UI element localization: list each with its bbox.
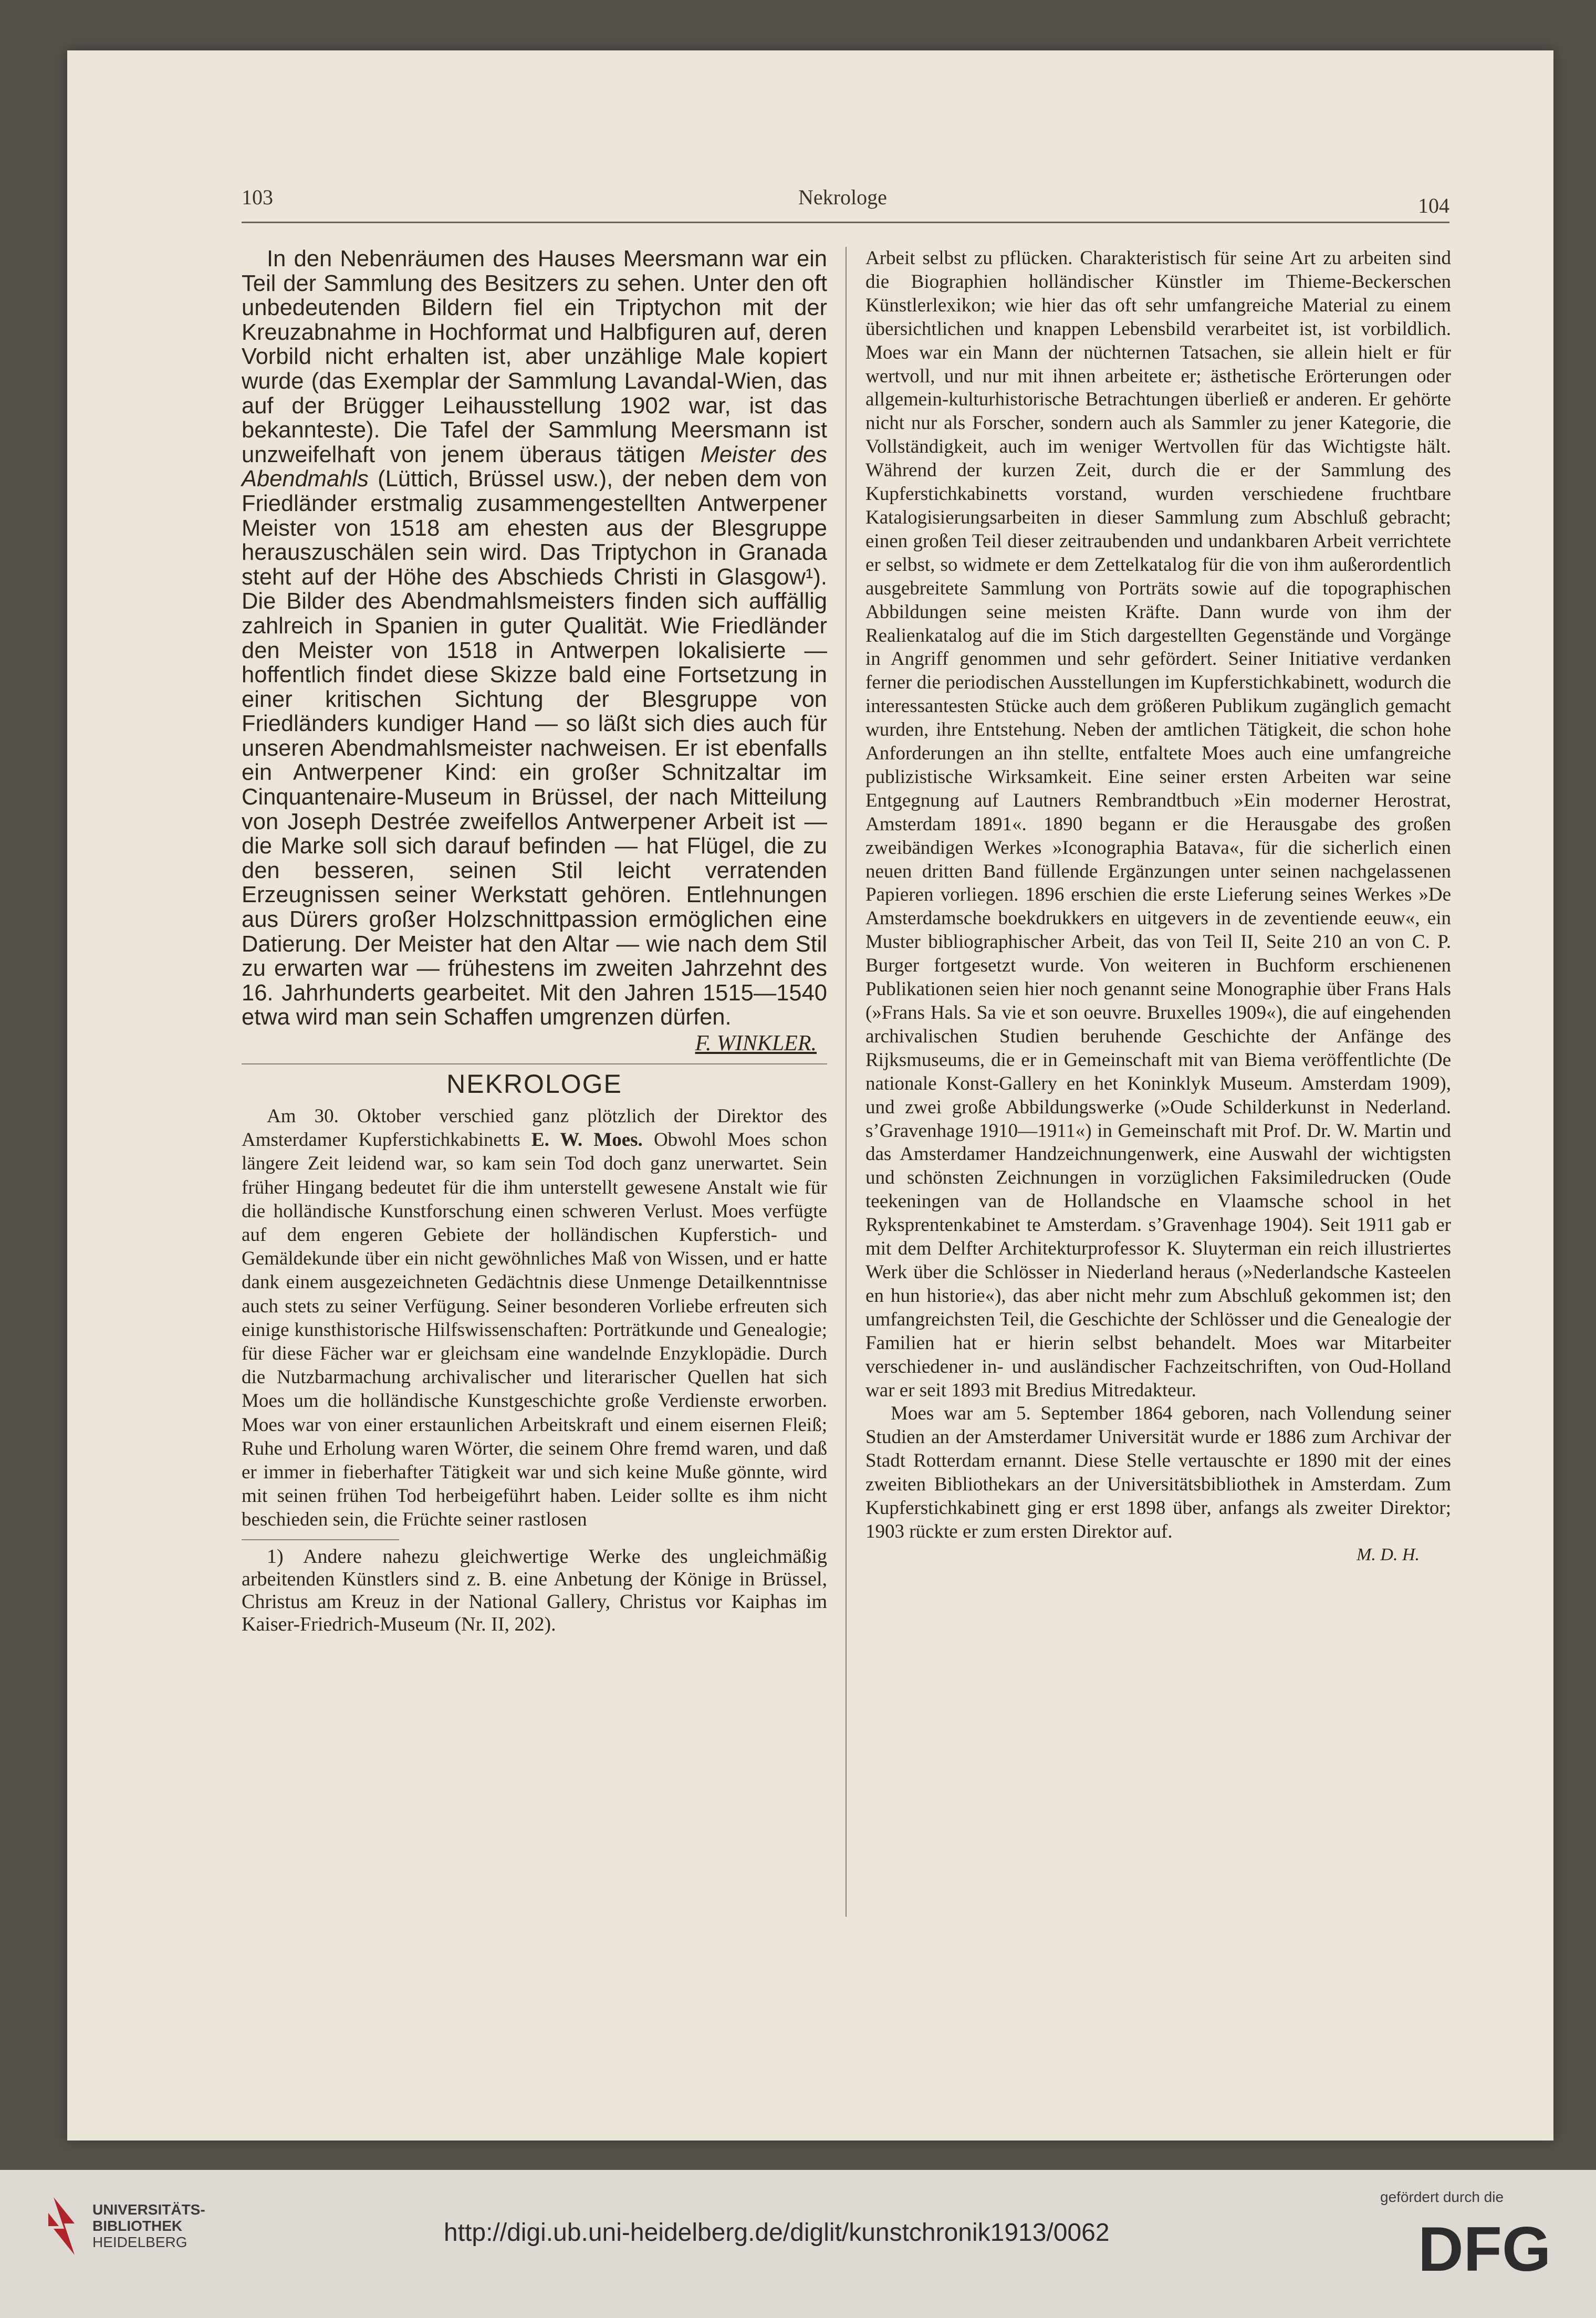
- paragraph-text: Obwohl Moes schon längere Zeit leidend war, so kam sein Tod doch ganz unerwartet. Sein früher Hingang bedeutet für die ihm unterstellt gewesene Anstalt wie für die holländische Kunstforschung einen schweren Verlust. Moes verfügte auf dem engeren Gebiete der holländischen Kupferstich- und Gemäldekunde über ein nicht gewöhnliches Maß von Wissen, und er hatte dank einem ausgezeichneten Gedächtnis diese Unmenge Detailkenntnisse auch stets zu seiner Verfügung. Seiner besonderen Vorliebe erfreuten sich einige kunsthistorische Hilfswissenschaften: Porträtkunde und Genealogie; für diese Fächer war er gleichsam eine wandelnde Enzyklopädie. Durch die Nutzbarmachung archivalischer und literarischer Quellen hat sich Moes um die holländische Kunstgeschichte große Verdienste erworben. Moes war von einer erstaunlichen Arbeitskraft und einem eisernen Fleiß; Ruhe und Erholung waren Wörter, die seinem Ohre fremd waren, und daß er immer in fieberhafter Tätigkeit war und sich keine Muße gönnte, wird mit seinen frühen Tod herbeigeführt haben. Leider sollte es ihm nicht beschieden sein, die Früchte seiner rastlosen: [242, 1129, 828, 1531]
- paragraph-text: Am 30. Oktober verschied ganz plötzlich der Direktor des Amsterdamer Kupferstichkabinetts: [242, 1105, 827, 1151]
- obituary-paragraph-biography: Moes war am 5. September 1864 geboren, nach Vollendung seiner Studien an der Amsterdamer Universität wurde er 1886 zum Archivar der Stadt Rotterdam ernannt. Diese Stelle vertauschte er 1890 mit der eines zweiten Bibliothekars an der Universitätsbibliothek in Amsterdam. Zum Kupferstichkabinett ging er erst 1898 über, anfangs als zweiter Direktor; 1903 rückte er zum ersten Direktor auf.: [865, 1403, 1451, 1542]
- section-separator: [242, 1063, 827, 1064]
- article-paragraph: [242, 247, 827, 1030]
- library-name: [92, 2201, 205, 2250]
- paragraph-text: In den Nebenräumen des Hauses Meersmann war ein Teil der Sammlung des Besitzers zu sehen. Unter den oft unbedeutenden Bildern fiel ein Triptychon mit der Kreuzabnahme in Hochformat und Halbfiguren auf, deren Vorbild nicht erhalten ist, aber unzählige Male kopiert wurde (das Exemplar der Sammlung Lavandal-Wien, das auf der Brügger Leihausstellung 1902 war, ist das bekannteste). Die Tafel der Sammlung Meersmann ist unzweifelhaft von jenem überaus tätigen: [242, 246, 827, 467]
- source-url-link[interactable]: http://digi.ub.uni-heidelberg.de/diglit/kunstchronik1913/0062: [444, 2219, 1110, 2247]
- footnote-separator: [242, 1539, 399, 1540]
- funding-note: gefördert durch die: [1380, 2189, 1504, 2205]
- column-divider: [846, 247, 847, 1917]
- digitization-footer: [0, 2170, 1596, 2318]
- header-rule: [242, 222, 1449, 223]
- left-column: [242, 247, 827, 1636]
- library-name-line: BIBLIOTHEK: [92, 2218, 183, 2234]
- author-signature: F. WINKLER.: [695, 1031, 817, 1056]
- italic-term: Meister des Abendmahls: [242, 442, 827, 492]
- right-column: [865, 247, 1451, 1565]
- library-name-line: UNIVERSITÄTS-: [92, 2201, 205, 2218]
- university-library-logo-icon: [48, 2197, 80, 2255]
- running-title: Nekrologe: [798, 185, 887, 209]
- obituary-paragraph: [242, 1104, 827, 1532]
- library-name-line: HEIDELBERG: [92, 2234, 187, 2250]
- page-number-left: 103: [242, 185, 273, 209]
- obituary-signature: M. D. H.: [1357, 1544, 1420, 1564]
- page-number-right: 104: [1418, 194, 1449, 217]
- obituary-paragraph-continued: Arbeit selbst zu pflücken. Charakteristisch für seine Art zu arbeiten sind die Biographien holländischer Künstler im Thieme-Beckerschen Künstlerlexikon; wie hier das oft sehr umfangreiche Material zu einem übersichtlichen und knappen Lebensbild verarbeitet ist, ist vorbildlich. Moes war ein Mann der nüchternen Tatsachen, sie allein hielt er für wertvoll, und nur mit ihnen arbeitete er; ästhetische Erörterungen oder allgemein-kulturhistorische Betrachtungen überließ er anderen. Er gehörte nicht nur als Forscher, sondern auch als Sammler zu jener Kategorie, die Vollständigkeit, auch im weniger Wertvollen für das Wichtigste hält. Während der kurzen Zeit, durch die er der Sammlung des Kupferstichkabinetts vorstand, wurden verschiedene fruchtbare Katalogisierungsarbeiten in dieser Sammlung zum Abschluß gebracht; einen großen Teil dieser zeitraubenden und undankbaren Arbeit verrichtete er selbst, so widmete er dem Zettelkatalog für die von ihm außerordentlich ausgebreitete Sammlung von Porträts sowie auf die topographischen Abbildungen seine meisten Kräfte. Dann wurde von ihm der Realienkatalog auf die im Stich dargestellten Gegenstände und Vorgänge in Angriff genommen und sehr gefördert. Seiner Initiative verdanken ferner die periodischen Ausstellungen im Kupferstichkabinett, wodurch die interessantesten Stücke auch dem größeren Publikum zugänglich gemacht wurden, ihre Entstehung. Neben der amtlichen Tätigkeit, die schon hohe Anforderungen an ihn stellte, entfaltete Moes auch eine umfangreiche publizistische Wirksamkeit. Eine seiner ersten Arbeiten war seine Entgegnung auf Lautners Rembrandtbuch »Ein moderner Herostrat, Amsterdam 1891«. 1890 begann er die Herausgabe des großen zweibändigen Werkes »Iconographia Batava«, für die sicherlich einen neuen dritten Band füllende Ergänzungen unter seinen nachgelassenen Papieren vorliegen. 1896 erschien die erste Lieferung seines Werkes »De Amsterdamsche boekdrukkers en uitgevers in de zeventiende eeuw«, ein Muster bibliographischer Arbeit, das von Teil II, Seite 210 an von C. P. Burger fortgesetzt wurde. Von weiteren in Buchform erschienenen Publikationen seien hier noch genannt seine Monographie über Frans Hals (»Frans Hals. Sa vie et son oeuvre. Bruxelles 1909«), die auf eingehenden archivalischen Studien beruhende Geschichte der Anfänge des Rijksmuseums, die er in Gemeinschaft mit van Biema veröffentlichte (De nationale Konst-Gallery en het Koninklyk Museum. Amsterdam 1909), und zwei große Abbildungswerke (»Oude Schilderkunst in Nederland. s’Gravenhage 1910—1911«) in Gemeinschaft mit Prof. Dr. W. Martin und das Amsterdamer Handzeichnungenwerk, eine Auswahl der wichtigsten und schönsten Zeichnungen in vorzüglichen Faksimiledrucken (Oude teekeningen van de Hollandsche en Vlaamsche school in het Ryksprentenkabinet te Amsterdam. s’Gravenhage 1904). Seit 1911 gab er mit dem Delfter Architekturprofessor K. Sluyterman ein reich illustriertes Werk über die Schlösser in Niederland heraus (»Nederlandsche Kasteelen en hun historie«), das aber nicht mehr zum Abschluß gekommen ist; den umfangreichsten Teil, die Geschichte der Schlösser und die Genealogie der Familien hat er hierin selbst behandelt. Moes war Mitarbeiter verschiedener in- und ausländischer Fachzeitschriften, von Oud-Holland war er seit 1893 mit Bredius Mitredakteur.: [865, 247, 1451, 1401]
- dfg-logo-text: DFG: [1418, 2216, 1551, 2279]
- footnote: 1) Andere nahezu gleichwertige Werke des ungleichmäßig arbeitenden Künstlers sind z. B. eine Anbetung der Könige in Brüssel, Christus am Kreuz in der National Gallery, Christus vor Kaiphas im Kaiser-Friedrich-Museum (Nr. II, 202).: [242, 1545, 827, 1635]
- obituary-name: E. W. Moes.: [531, 1129, 643, 1151]
- paragraph-text: (Lüttich, Brüssel usw.), der neben dem von Friedländer erstmalig zusammengestellten Antwerpener Meister von 1518 am ehesten aus der Blesgruppe herauszuschälen sein wird. Das Triptychon in Granada steht auf der Höhe des Abschieds Christi in Glasgow¹). Die Bilder des Abendmahlsmeisters finden sich auffällig zahlreich in Spanien in guter Qualität. Wie Friedländer den Meister von 1518 in Antwerpen lokalisierte — hoffentlich findet diese Skizze bald eine Fortsetzung in einer kritischen Sichtung der Blesgruppe von Friedländers kundiger Hand — so läßt sich dies auch für unseren Abendmahlsmeister nachweisen. Er ist ebenfalls ein Antwerpener Kind: ein großer Schnitzaltar im Cinquantenaire-Museum in Brüssel, der nach Mitteilung von Joseph Destrée zweifellos Antwerpener Arbeit ist — die Marke soll sich darauf befinden — hat Flügel, die zu den besseren, seinen Stil leicht verratenden Erzeugnissen seiner Werkstatt gehören. Entlehnungen aus Dürers großer Holzschnittpassion ermöglichen eine Datierung. Der Meister hat den Altar — wie nach dem Stil zu erwarten war — frühestens im zweiten Jahrzehnt des 16. Jahrhunderts gearbeitet. Mit den Jahren 1515—1540 etwa wird man sein Schaffen umgrenzen dürfen.: [242, 466, 827, 1030]
- section-title: NEKROLOGE: [446, 1069, 622, 1099]
- dfg-logo-icon: [1418, 2216, 1565, 2279]
